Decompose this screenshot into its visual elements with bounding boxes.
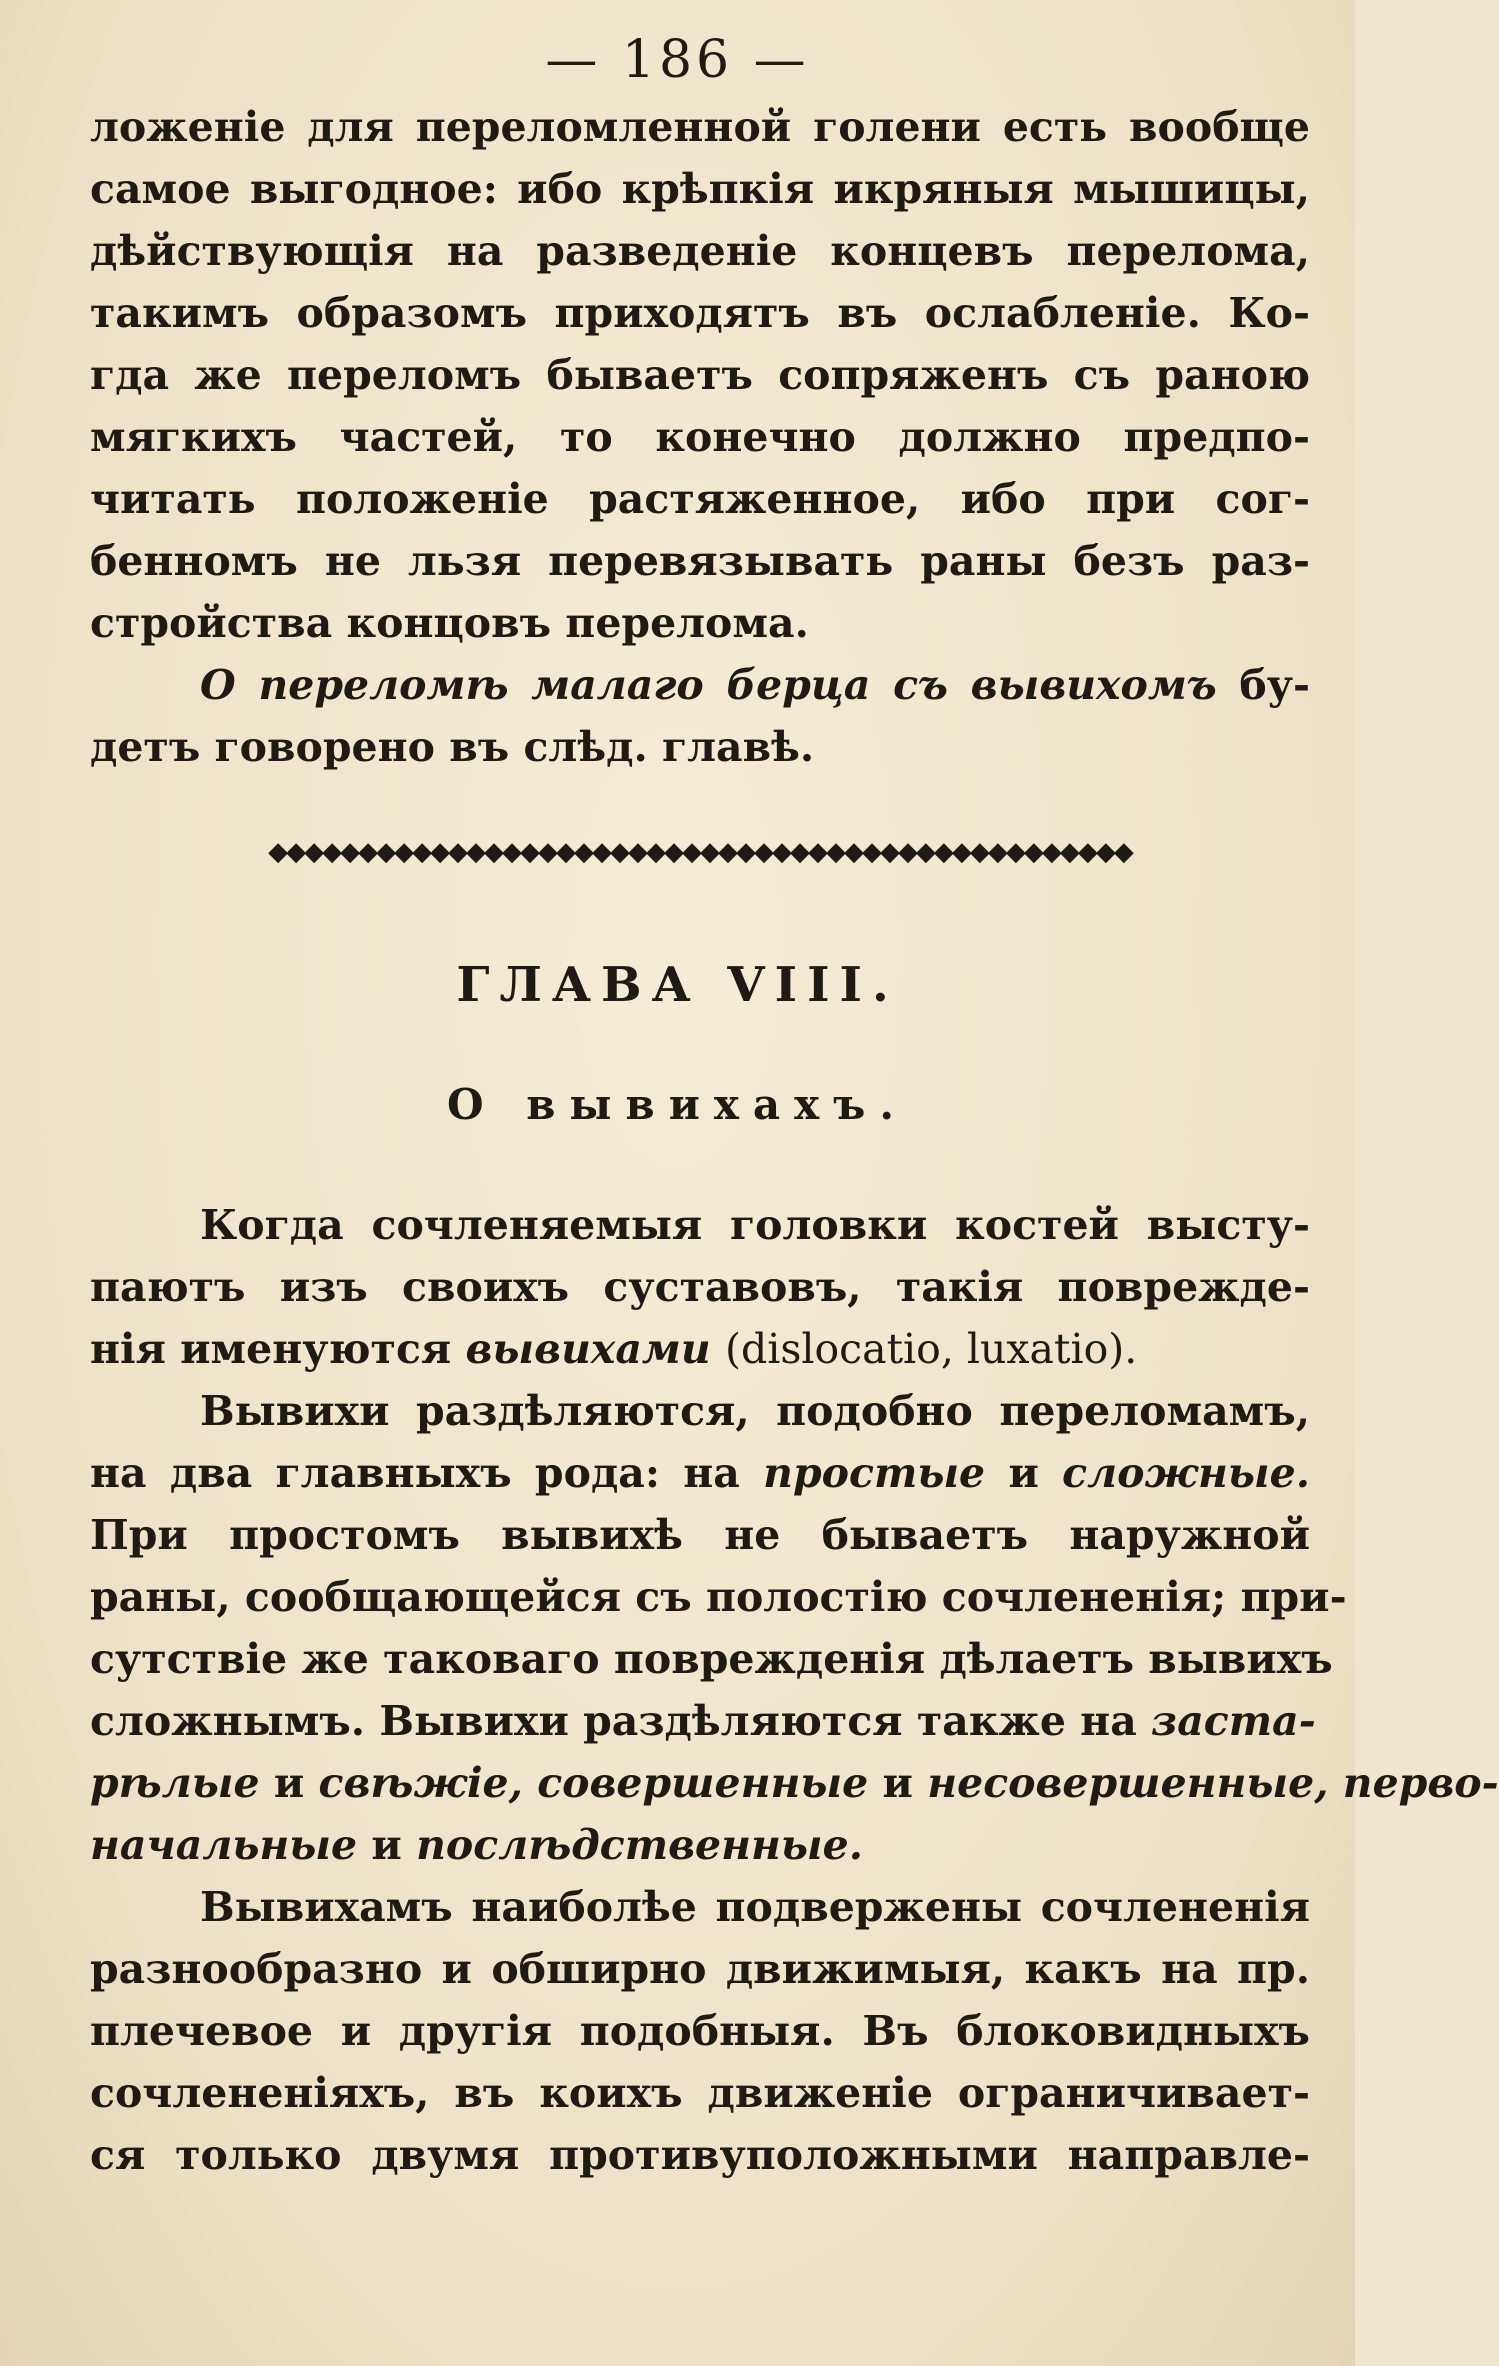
term-italic: вывихами	[465, 1325, 711, 1373]
text-line: гда же переломъ бываетъ сопряженъ съ раною	[90, 351, 1310, 399]
chapter-title: ГЛАВА VIII.	[456, 957, 899, 1013]
top-paragraph	[90, 96, 1310, 778]
text-span: на два главныхъ рода: на	[90, 1449, 740, 1497]
text-line: сутствіе же таковаго поврежденія дѣлаетъ вывихъ	[90, 1635, 1333, 1683]
text-line: читать положеніе растяженное, ибо при сог-	[90, 475, 1310, 523]
text-line: ложеніе для переломленной голени есть вообще	[90, 103, 1310, 151]
text-span: нія именуются	[90, 1325, 452, 1373]
text-line: ся только двумя противуположными направле-	[90, 2131, 1310, 2179]
text-line	[90, 1814, 1310, 1876]
text-span: и	[273, 1759, 305, 1807]
text-line: Когда сочленяемыя головки костей высту-	[200, 1201, 1310, 1249]
term-italic: простые	[763, 1449, 986, 1497]
text-line: плечевое и другія подобныя. Въ блоковидныхъ	[90, 2007, 1310, 2055]
text-line: самое выгодное: ибо крѣпкія икряныя мышицы,	[90, 165, 1310, 213]
text-line: мягкихъ частей, то конечно должно предпо-	[90, 413, 1310, 461]
latin-terms: (dislocatio, luxatio).	[724, 1325, 1138, 1373]
text-line: раны, сообщающейся съ полостію сочлененія; при-	[90, 1573, 1347, 1621]
text-line: Вывихи раздѣляются, подобно переломамъ,	[200, 1387, 1310, 1435]
text-line: дѣйствующія на разведеніе концевъ перелома,	[90, 227, 1310, 275]
text-span: сложнымъ. Вывихи раздѣляются также на	[90, 1697, 1137, 1745]
text-line	[90, 1442, 1310, 1504]
text-line: разнообразно и обширно движимыя, какъ на пр.	[90, 1945, 1310, 1993]
text-line: паютъ изъ своихъ суставовъ, такія поврежде-	[90, 1263, 1310, 1311]
text-line	[90, 1690, 1316, 1752]
text-line: стройства концовъ перелома.	[90, 599, 809, 647]
text-span: и	[371, 1821, 402, 1869]
term-italic: рѣлые	[90, 1759, 260, 1807]
text-line: сочлененіяхъ, въ коихъ движеніе ограничивает-	[90, 2069, 1310, 2117]
text-line	[90, 1318, 1310, 1380]
text-line: Вывихамъ наиболѣе подвержены сочлененія	[200, 1883, 1310, 1931]
term-italic: свѣжіе, совершенные	[318, 1759, 869, 1807]
term-italic: сложные.	[1062, 1449, 1310, 1497]
term-italic: несовершенные, перво-	[927, 1759, 1499, 1807]
ornamental-divider: ◆◆◆◆◆◆◆◆◆◆◆◆◆◆◆◆◆◆◆◆◆◆◆◆◆◆◆◆◆◆◆◆◆◆◆◆◆◆◆◆◆◆◆◆◆◆◆◆	[268, 837, 1132, 867]
chapter-subtitle: О вывихахъ.	[447, 1080, 908, 1129]
fragment-reference-rest: бу-	[1239, 661, 1311, 709]
text-line: бенномъ не льзя перевязывать раны безъ раз-	[90, 537, 1310, 585]
text-span: и	[1008, 1449, 1039, 1497]
chapter-body	[90, 1194, 1499, 2186]
text-line: детъ говорено въ слѣд. главѣ.	[90, 723, 815, 771]
text-line: При простомъ вывихѣ не бываетъ наружной	[90, 1511, 1310, 1559]
page-number: — 186 —	[545, 30, 810, 90]
term-italic: начальные	[90, 1821, 358, 1869]
text-line: такимъ образомъ приходятъ въ ослабленіе. Ко-	[90, 289, 1310, 337]
term-italic: послѣдственные.	[416, 1821, 863, 1869]
fragment-reference-italic: О переломѣ малаго берца съ вывихомъ	[200, 661, 1217, 709]
text-line	[90, 1752, 1499, 1814]
fragment-reference-line	[90, 654, 1310, 716]
term-italic: заста-	[1151, 1697, 1316, 1745]
text-span: и	[882, 1759, 913, 1807]
